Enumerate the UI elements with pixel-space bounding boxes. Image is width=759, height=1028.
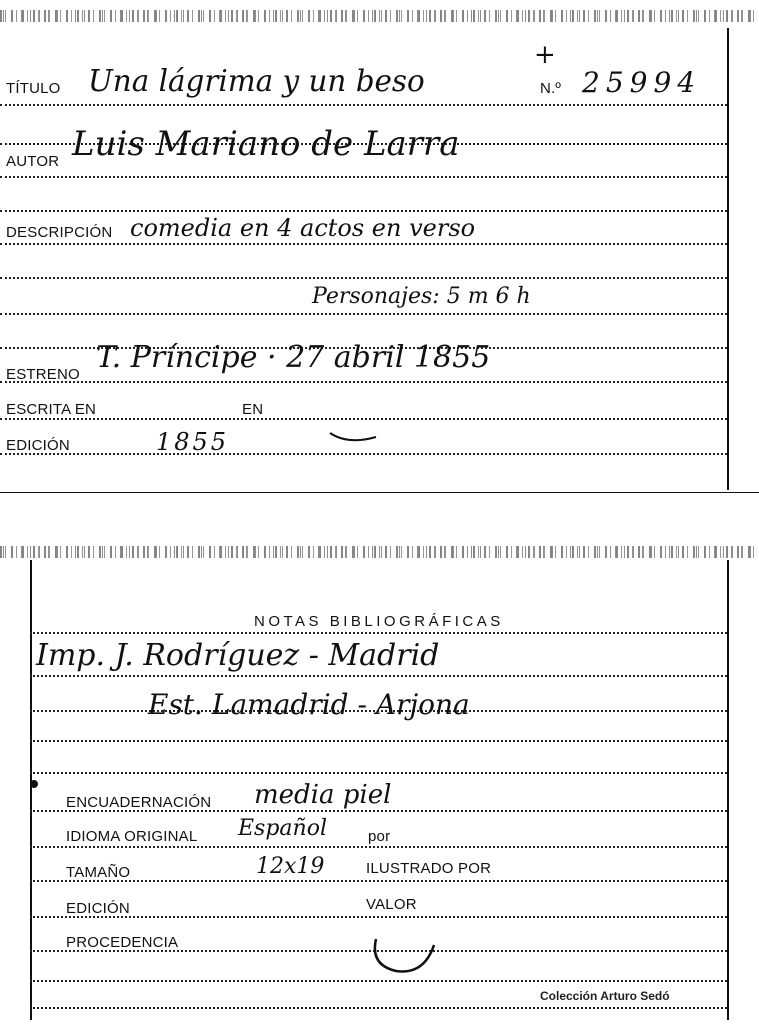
collection-footer: Colección Arturo Sedó [540, 989, 670, 1003]
autor-label: AUTOR [6, 153, 60, 170]
idioma-value: Español [238, 816, 327, 841]
ruled-line [30, 772, 727, 774]
numero-label: N.º [540, 80, 562, 97]
ruled-line [30, 916, 727, 918]
card-right-border [727, 560, 729, 1020]
note-line-2: Est. Lamadrid - Arjona [148, 688, 470, 721]
card-right-border [727, 28, 729, 490]
numero-value: 25994 [582, 66, 702, 99]
ruled-line [30, 846, 727, 848]
escrita-en-label: ESCRITA EN [6, 401, 97, 418]
autor-value: Luis Mariano de Larra [72, 124, 460, 164]
descripcion-value: comedia en 4 actos en verso [130, 214, 476, 242]
ruled-line [0, 210, 727, 212]
ruled-line [30, 632, 727, 634]
ruled-line [30, 880, 727, 882]
titulo-label: TÍTULO [6, 80, 61, 97]
tamano-value: 12x19 [256, 854, 325, 879]
edicion-back-label: EDICIÓN [66, 900, 130, 917]
idioma-por-label: por [368, 828, 391, 845]
pen-stroke [326, 425, 386, 447]
catalog-card-front [0, 0, 759, 500]
ruled-line [0, 104, 727, 106]
pen-stroke [366, 935, 442, 983]
ruled-line [0, 176, 727, 178]
card-top-edge [0, 10, 759, 22]
hole-mark [30, 780, 38, 788]
descripcion-label: DESCRIPCIÓN [6, 224, 113, 241]
procedencia-label: PROCEDENCIA [66, 934, 179, 951]
valor-label: VALOR [366, 896, 417, 913]
encuadernacion-value: media piel [254, 780, 392, 810]
personajes-value: Personajes: 5 m 6 h [312, 284, 531, 309]
ruled-line [0, 243, 727, 245]
notas-heading: NOTAS BIBLIOGRÁFICAS [254, 613, 504, 630]
estreno-label: ESTRENO [6, 366, 80, 383]
tamano-label: TAMAÑO [66, 864, 131, 881]
plus-mark: + [534, 40, 556, 70]
encuadernacion-label: ENCUADERNACIÓN [66, 794, 212, 811]
ruled-line [0, 313, 727, 315]
estreno-value: T. Príncipe · 27 abril 1855 [96, 340, 491, 375]
catalog-card-back [0, 540, 759, 1028]
ruled-line [0, 381, 727, 383]
ruled-line [0, 277, 727, 279]
ruled-line [30, 1007, 727, 1009]
ruled-line [0, 453, 727, 455]
card-top-edge [0, 546, 759, 558]
escrita-en-second-label: EN [242, 401, 264, 418]
titulo-value: Una lágrima y un beso [88, 64, 425, 99]
idioma-label: IDIOMA ORIGINAL [66, 828, 198, 845]
ilustrado-label: ILUSTRADO POR [366, 860, 492, 877]
ruled-line [0, 418, 727, 420]
ruled-line [30, 740, 727, 742]
card-bottom-border [0, 492, 759, 493]
note-line-1: Imp. J. Rodríguez - Madrid [36, 638, 440, 673]
ruled-line [30, 675, 727, 677]
edicion-value: 1855 [156, 428, 230, 456]
edicion-label: EDICIÓN [6, 437, 70, 454]
